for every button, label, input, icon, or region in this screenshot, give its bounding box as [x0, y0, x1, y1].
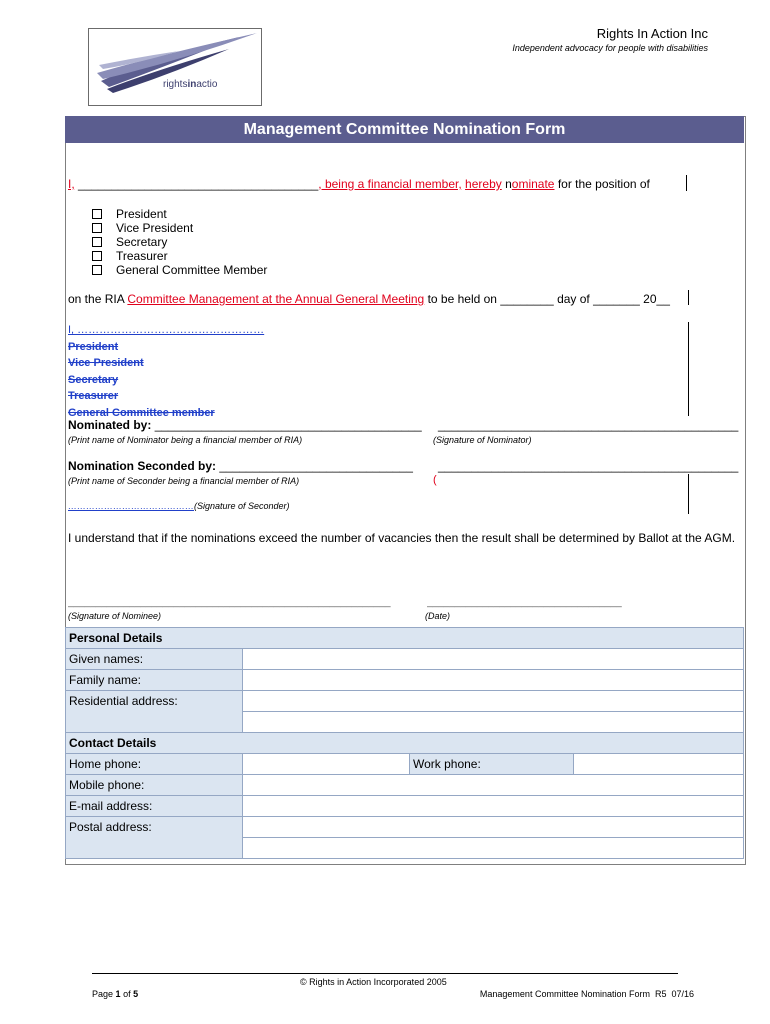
- struck-item: Secretary: [68, 373, 119, 386]
- position-label: Treasurer: [116, 249, 168, 263]
- personal-details-header: Personal Details: [66, 628, 744, 649]
- page-number: 1: [115, 989, 121, 999]
- seconder-dotted-blank[interactable]: ……………………………………: [68, 501, 194, 511]
- mobile-phone-field[interactable]: [243, 775, 744, 796]
- change-bar: [688, 322, 689, 416]
- meeting-month-blank[interactable]: _______: [593, 292, 640, 306]
- ballot-statement: I understand that if the nominations exceed the number of vacancies then the result shall be determined by Ballot at the AGM.: [68, 531, 736, 545]
- struck-item: Treasurer: [68, 390, 119, 402]
- day-of-text: day of: [557, 292, 590, 306]
- struck-out-section: [68, 322, 264, 421]
- position-option-vice-president[interactable]: [92, 221, 267, 235]
- given-names-label: Given names:: [66, 649, 243, 670]
- logo-wordmark: rightsinactio: [163, 79, 218, 90]
- seconder-signature-line: [68, 501, 290, 511]
- residential-address-field-2[interactable]: [243, 712, 744, 733]
- nominated-by-row: [68, 418, 422, 432]
- seconded-by-label: Nomination Seconded by:: [68, 459, 217, 473]
- struck-item: General Committee member: [68, 406, 215, 419]
- nominee-date-field[interactable]: ___________________________________: [427, 597, 622, 608]
- cursor-mark: [688, 290, 689, 305]
- nominator-name-blank[interactable]: ____________________________________: [78, 177, 319, 191]
- footer-divider: [92, 973, 678, 974]
- nominee-date-hint: (Date): [425, 611, 451, 621]
- org-name: Rights In Action Inc: [596, 26, 708, 41]
- checkbox-icon[interactable]: [92, 265, 102, 275]
- logo-swoosh-graphic: [89, 29, 261, 105]
- logo: [88, 28, 262, 106]
- org-tagline: Independent advocacy for people with disabilities: [512, 43, 708, 53]
- position-label: Vice President: [116, 221, 194, 235]
- struck-item: President: [68, 340, 119, 353]
- struck-item: Vice President: [68, 357, 144, 369]
- meeting-day-blank[interactable]: ________: [500, 292, 554, 306]
- email-field[interactable]: [243, 796, 744, 817]
- meeting-year-blank[interactable]: 20__: [643, 292, 670, 306]
- mobile-phone-label: Mobile phone:: [66, 775, 243, 796]
- nominate-text: ominate: [511, 177, 555, 191]
- red-mark: (: [433, 474, 437, 486]
- residential-address-label: Residential address:: [66, 691, 243, 733]
- checkbox-icon[interactable]: [92, 251, 102, 261]
- postal-address-label: Postal address:: [66, 817, 243, 859]
- footer-copyright: © Rights in Action Incorporated 2005: [300, 977, 447, 987]
- nominator-name-hint: (Print name of Nominator being a financial member of RIA): [68, 435, 303, 445]
- position-tail-text: for the position of: [557, 177, 650, 191]
- position-label: President: [116, 207, 167, 221]
- position-label: Secretary: [116, 235, 168, 249]
- details-table: [65, 627, 744, 859]
- seconded-by-row: [68, 459, 413, 473]
- nominate-n: n: [505, 177, 512, 191]
- work-phone-field[interactable]: [574, 754, 744, 775]
- position-option-general-committee[interactable]: [92, 263, 267, 277]
- residential-address-field-1[interactable]: [243, 691, 744, 712]
- home-phone-field[interactable]: [243, 754, 410, 775]
- position-option-treasurer[interactable]: [92, 249, 267, 263]
- family-name-label: Family name:: [66, 670, 243, 691]
- cursor-mark: [686, 175, 687, 191]
- family-name-field[interactable]: [243, 670, 744, 691]
- postal-address-field-1[interactable]: [243, 817, 744, 838]
- checkbox-icon[interactable]: [92, 237, 102, 247]
- nominee-signature-field[interactable]: __________________________________________________________: [68, 597, 391, 608]
- page-indicator: [92, 989, 138, 999]
- position-checklist: [92, 207, 267, 277]
- committee-text: Committee Management at the Annual General Meeting: [127, 292, 425, 306]
- change-bar: [688, 474, 689, 514]
- page-word: Page: [92, 989, 114, 999]
- checkbox-icon[interactable]: [92, 209, 102, 219]
- to-be-held-text: to be held on: [427, 292, 497, 306]
- hereby-text: hereby: [465, 177, 502, 191]
- page-total: 5: [133, 989, 139, 999]
- nomination-statement: [68, 177, 650, 191]
- seconder-name-hint: (Print name of Seconder being a financial member of RIA): [68, 476, 300, 486]
- checkbox-icon[interactable]: [92, 223, 102, 233]
- postal-address-field-2[interactable]: [243, 838, 744, 859]
- i-prefix: I,: [68, 177, 75, 191]
- financial-member-text: , being a financial member,: [318, 177, 462, 191]
- position-option-president[interactable]: [92, 207, 267, 221]
- nominator-signature-hint: (Signature of Nominator): [433, 435, 532, 445]
- struck-i-line: I, ……………………………………………: [68, 324, 265, 336]
- seconder-signature-field[interactable]: _____________________________________________: [438, 459, 739, 473]
- nominated-by-label: Nominated by:: [68, 418, 152, 432]
- nominator-signature-field[interactable]: _____________________________________________: [438, 418, 739, 432]
- work-phone-label: Work phone:: [410, 754, 574, 775]
- home-phone-label: Home phone:: [66, 754, 243, 775]
- footer-doc-ref: Management Committee Nomination Form R5 07/16: [479, 989, 694, 999]
- position-label: General Committee Member: [116, 263, 268, 277]
- page-of: of: [123, 989, 131, 999]
- nominee-signature-hint: (Signature of Nominee): [68, 611, 162, 621]
- meeting-statement: [68, 292, 670, 306]
- seconder-signature-hint: (Signature of Seconder): [194, 501, 290, 511]
- position-option-secretary[interactable]: [92, 235, 267, 249]
- nominator-name-field[interactable]: ________________________________________: [154, 418, 422, 432]
- meeting-prefix: on the RIA: [68, 292, 125, 306]
- seconder-name-field[interactable]: _____________________________: [219, 459, 413, 473]
- given-names-field[interactable]: [243, 649, 744, 670]
- contact-details-header: Contact Details: [66, 733, 744, 754]
- form-title: Management Committee Nomination Form: [65, 116, 744, 143]
- email-label: E-mail address:: [66, 796, 243, 817]
